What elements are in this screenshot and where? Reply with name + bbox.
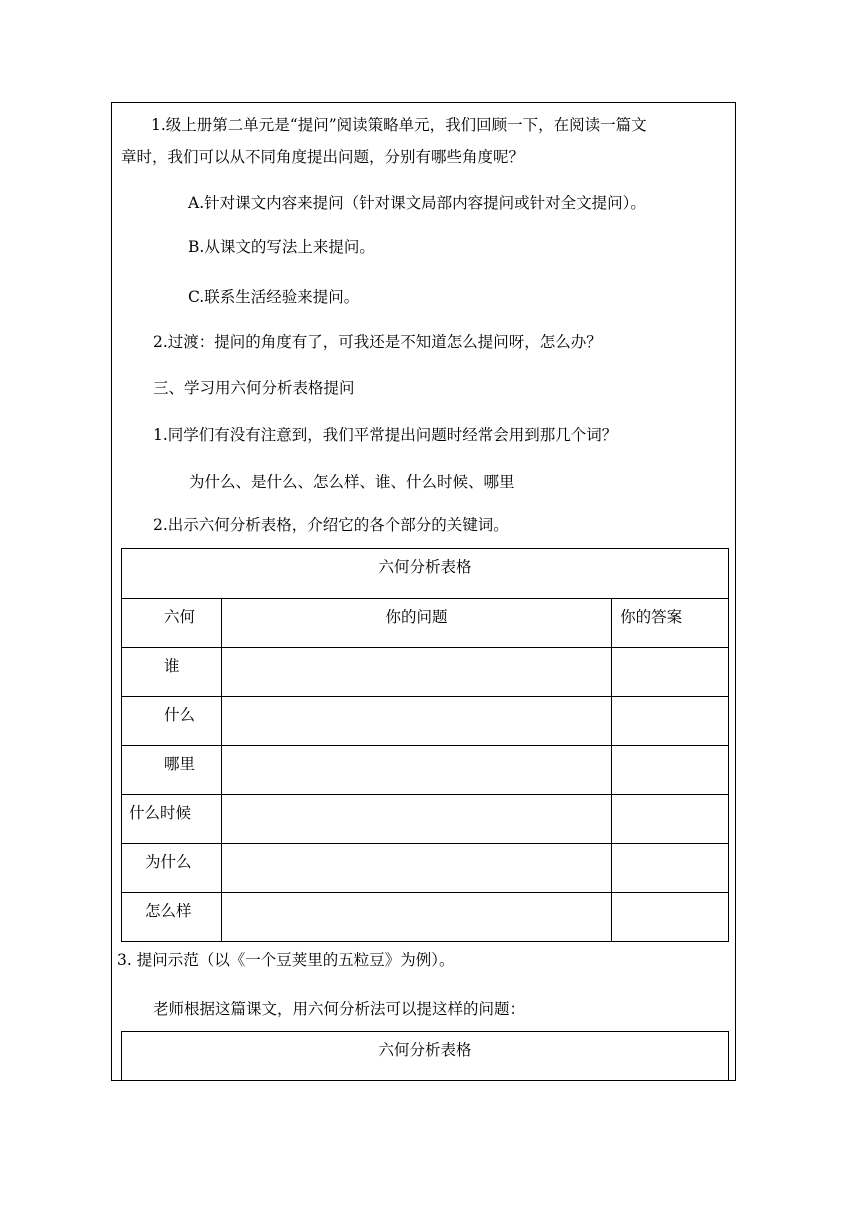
table-title: 六何分析表格 <box>378 558 472 576</box>
teacher-intro: 老师根据这篇课文，用六何分析法可以提这样的问题： <box>153 1000 526 1018</box>
question-input-cell[interactable] <box>221 795 611 844</box>
row-label: 怎么样 <box>145 902 192 920</box>
header-answer: 你的答案 <box>620 608 683 626</box>
option-a: A.针对课文内容来提问（针对课文局部内容提问或针对全文提问）。 <box>188 194 646 212</box>
question-2: 2.出示六何分析表格，介绍它的各个部分的关键词。 <box>153 516 509 534</box>
row-label: 哪里 <box>164 755 196 773</box>
answer-input-cell[interactable] <box>612 795 729 844</box>
header-cell-question <box>221 599 611 648</box>
table-title-cell <box>122 1032 729 1081</box>
row-label-cell <box>122 648 222 697</box>
answer-input-cell[interactable] <box>612 844 729 893</box>
table-title-cell <box>122 549 729 599</box>
row-label-cell <box>122 893 222 942</box>
header-cell-answer <box>612 599 729 648</box>
answer-input-cell[interactable] <box>612 648 729 697</box>
header-cell-six <box>122 599 222 648</box>
question-input-cell[interactable] <box>221 648 611 697</box>
question-input-cell[interactable] <box>221 697 611 746</box>
answer-input-cell[interactable] <box>612 893 729 942</box>
answer-input-cell[interactable] <box>612 697 729 746</box>
option-c: C.联系生活经验来提问。 <box>188 288 360 306</box>
section-3-heading: 三、学习用六何分析表格提问 <box>153 379 355 397</box>
keyword-list: 为什么、是什么、怎么样、谁、什么时候、哪里 <box>189 473 515 491</box>
option-b: B.从课文的写法上来提问。 <box>188 238 375 256</box>
paragraph-2: 2.过渡：提问的角度有了，可我还是不知道怎么提问呀，怎么办？ <box>153 333 602 351</box>
answer-input-cell[interactable] <box>612 746 729 795</box>
row-label-cell <box>122 795 222 844</box>
row-label-cell <box>122 697 222 746</box>
question-input-cell[interactable] <box>221 893 611 942</box>
six-w-table <box>121 548 729 942</box>
row-label-cell <box>122 746 222 795</box>
header-question: 你的问题 <box>385 608 448 626</box>
question-1: 1.同学们有没有注意到，我们平常提出问题时经常会用到那几个词？ <box>153 426 618 444</box>
paragraph-1-line-1: 1.级上册第二单元是“提问”阅读策略单元，我们回顾一下，在阅读一篇文 <box>151 116 647 134</box>
example-heading: 3. 提问示范（以《一个豆荚里的五粒豆》为例）。 <box>117 951 455 969</box>
question-input-cell[interactable] <box>221 746 611 795</box>
row-label: 什么时候 <box>129 804 192 822</box>
row-label: 为什么 <box>145 853 192 871</box>
paragraph-1-line-2: 章时，我们可以从不同角度提出问题，分别有哪些角度呢？ <box>121 148 525 166</box>
question-input-cell[interactable] <box>221 844 611 893</box>
row-label: 谁 <box>164 657 180 675</box>
header-six: 六何 <box>164 608 196 626</box>
table-title: 六何分析表格 <box>378 1041 472 1059</box>
row-label-cell <box>122 844 222 893</box>
row-label: 什么 <box>164 706 196 724</box>
six-w-table-example <box>121 1031 729 1081</box>
